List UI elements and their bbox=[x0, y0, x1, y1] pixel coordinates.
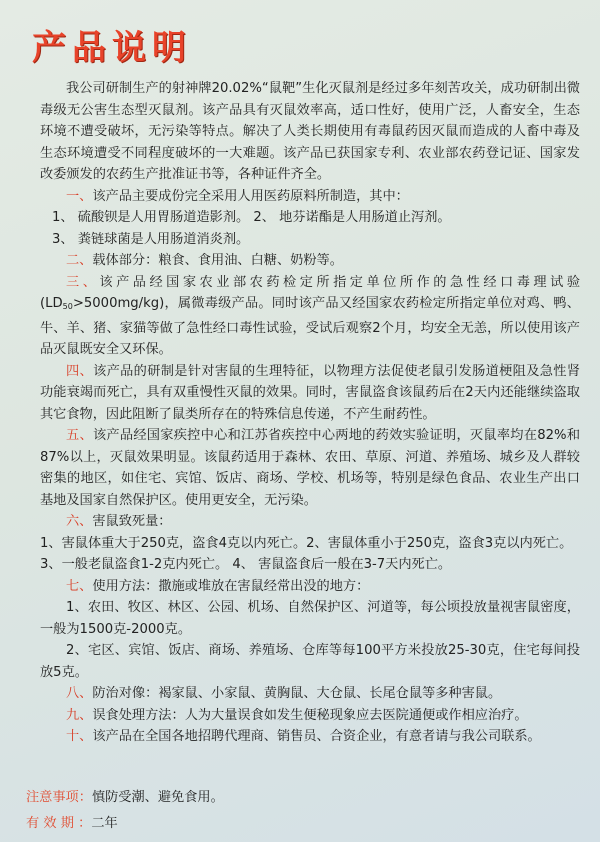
notice-text: 慎防受潮、避免食用。 bbox=[91, 790, 224, 805]
section-1-text: 该产品主要成份完全采用人用医药原料所制造，其中： bbox=[92, 188, 409, 204]
section-6-line-1: 1、害鼠体重大于250克，盗食4克以内死亡。2、害鼠体重小于250克，盗食3克以内死亡。 bbox=[40, 535, 573, 551]
section-6 bbox=[40, 511, 580, 533]
section-7-text: 撒施或堆放在害鼠经常出没的地方： bbox=[158, 578, 370, 594]
section-9-number: 九、 bbox=[66, 707, 93, 723]
section-2-number: 二、 bbox=[66, 253, 93, 268]
section-2-label: 载体部分： bbox=[92, 253, 159, 268]
notice-label: 注意事项： bbox=[26, 790, 92, 805]
section-7-number: 七、 bbox=[66, 578, 93, 594]
section-4-number: 四、 bbox=[66, 363, 94, 379]
section-5-number: 五、 bbox=[66, 428, 93, 443]
section-6-label: 害鼠致死量： bbox=[92, 514, 172, 529]
section-7-paragraph-1: 1、农田、牧区、林区、公园、机场、自然保护区、河道等，每公顷投放量视害鼠密度，一般为1500克-2000克。 bbox=[40, 600, 580, 637]
document-body bbox=[40, 78, 580, 748]
validity-label: 有 效 期 ： bbox=[26, 816, 92, 831]
section-7-paragraph-2: 2、宅区、宾馆、饭店、商场、养殖场、仓库等每100平方米投放25-30克，住宅每间投放5克。 bbox=[40, 643, 580, 680]
section-1 bbox=[40, 186, 580, 208]
section-1-item-1: 1、 硫酸钡是人用胃肠道造影剂。 2、 地芬诺酯是人用肠道止泻剂。 bbox=[52, 210, 451, 225]
section-5-text: 该产品经国家疾控中心和江苏省疾控中心两地的药效实验证明，灭鼠率均在82%和87%以上，灭鼠效果明显。该鼠药适用于森林、农田、草原、河道、养殖场、城乡及人群较密集的地区，如住宅、宾馆、饭店、商场、学校、机场等，特别是绿色食品、农业生产出口基地及国家自然保护区。使用更安全，无污染。 bbox=[40, 428, 581, 508]
section-2 bbox=[40, 250, 580, 272]
section-7-label: 使用方法： bbox=[92, 578, 159, 594]
section-5 bbox=[40, 425, 580, 511]
section-10-number: 十、 bbox=[66, 729, 93, 744]
section-3-subscript: 50 bbox=[62, 302, 73, 311]
validity-line bbox=[26, 812, 586, 831]
section-1-number: 一、 bbox=[66, 188, 93, 204]
intro-paragraph: 我公司研制生产的射神牌20.02%“鼠靶”生化灭鼠剂是经过多年刻苦攻关，成功研制出微毒级无公害生态型灭鼠剂。该产品具有灭鼠效率高，适口性好，使用广泛，人畜安全，生态环境不遭受破坏，无污染等特点。解决了人类长期使用有毒鼠药因灭鼠而造成的人畜中毒及生态环境遭受不同程度破坏的一大难题。该产品已获国家专利、农业部农药登记证、国家发改委颁发的农药生产批准证书等，各种证件齐全。 bbox=[40, 81, 580, 182]
section-8 bbox=[40, 683, 580, 705]
section-1-item-3: 3、 粪链球菌是人用肠道消炎剂。 bbox=[52, 231, 250, 247]
section-2-text: 粮食、食用油、白糖、奶粉等。 bbox=[158, 253, 343, 268]
section-4 bbox=[40, 361, 580, 426]
section-8-number: 八、 bbox=[66, 686, 93, 701]
notice-line bbox=[26, 786, 586, 805]
section-4-text: 该产品的研制是针对害鼠的生理特征，以物理方法促使老鼠引发肠道梗阻及急性肾功能衰竭而死亡，具有双重慢性灭鼠的效果。同时，害鼠盗食该鼠药后在2天内还能继续盗取其它食物，因此阻断了鼠类所存在的特殊信息传递，不产生耐药性。 bbox=[40, 363, 581, 422]
page-title: 产品说明 bbox=[32, 28, 192, 68]
section-8-text: 褐家鼠、小家鼠、黄胸鼠、大仓鼠、长尾仓鼠等多种害鼠。 bbox=[158, 686, 502, 701]
section-6-line-2: 3、一般老鼠盗食1-2克内死亡。 4、 害鼠盗食后一般在3-7天内死亡。 bbox=[40, 557, 452, 572]
section-10 bbox=[40, 726, 580, 748]
section-9-label: 误食处理方法： bbox=[92, 707, 185, 723]
section-9-text: 人为大量误食如发生便秘现象应去医院通便或作相应治疗。 bbox=[184, 707, 528, 723]
section-6-number: 六、 bbox=[66, 514, 93, 529]
section-3 bbox=[40, 272, 580, 361]
section-3-text-b: >5000mg/kg)，属微毒级产品。同时该产品又经国家农药检定所指定单位对鸡、鸭、牛、羊、猪、家猫等做了急性经口毒性试验，受试后观察2个月，均安全无恙，所以使用该产品灭鼠既安全又环保。 bbox=[40, 296, 580, 357]
section-3-text-a: 该产品经国家农业部农药检定所指定单位所作的急性经口毒理试验(LD bbox=[40, 274, 581, 311]
validity-text: 二年 bbox=[91, 816, 118, 831]
section-10-text: 该产品在全国各地招聘代理商、销售员、合资企业，有意者请与我公司联系。 bbox=[92, 729, 541, 744]
section-9 bbox=[40, 705, 580, 727]
section-8-label: 防治对像： bbox=[92, 686, 159, 701]
section-3-number: 三、 bbox=[66, 274, 100, 290]
section-7 bbox=[40, 576, 580, 598]
